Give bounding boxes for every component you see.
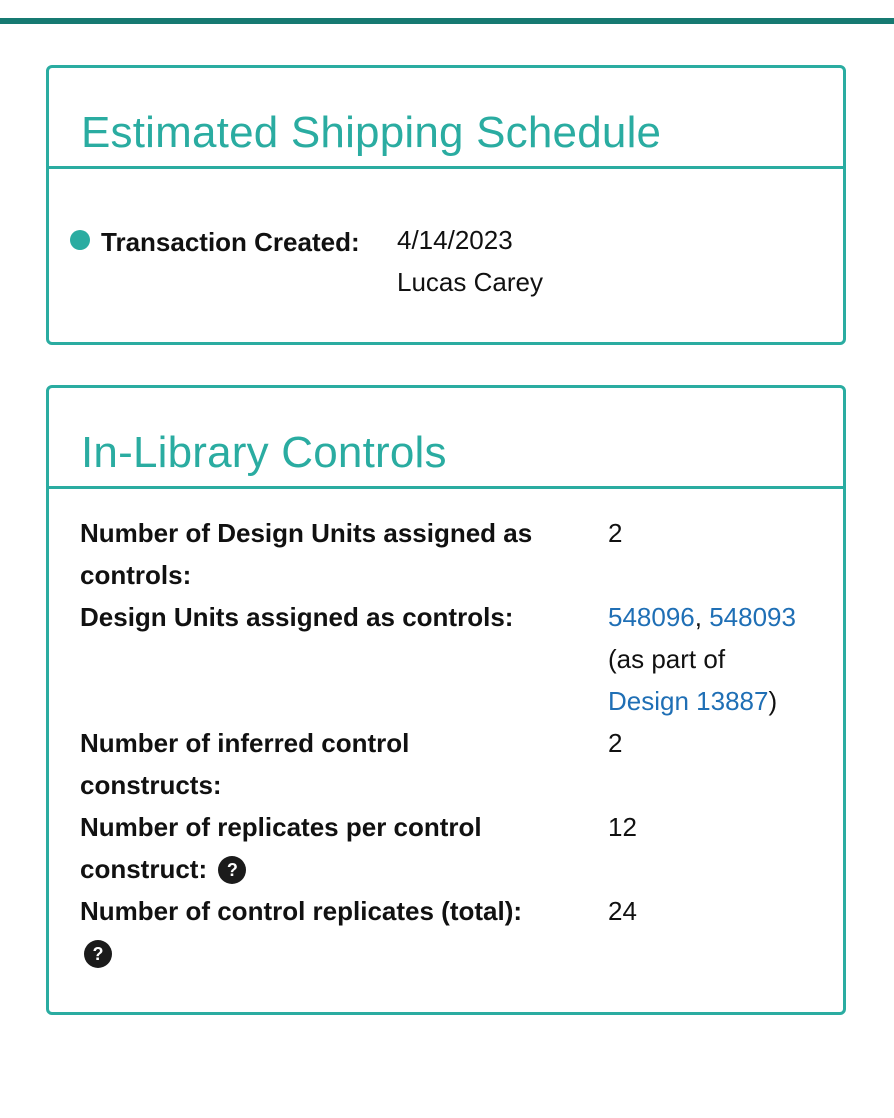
design-unit-link-548093[interactable]: 548093 [709, 602, 796, 632]
design-unit-link-548096[interactable]: 548096 [608, 602, 695, 632]
design-link[interactable]: Design 13887 [608, 686, 769, 716]
controls-row-label: Number of Design Units assigned as controls: [80, 518, 533, 590]
closing-paren: ) [768, 686, 778, 716]
controls-row-design-units [80, 596, 843, 722]
in-library-controls-card [46, 385, 846, 1015]
in-library-controls-header [49, 388, 843, 489]
design-unit-separator: , [694, 602, 710, 632]
controls-row-value: 2 [608, 728, 623, 758]
controls-row-label: Design Units assigned as controls: [80, 602, 514, 632]
question-circle-icon[interactable]: ? [218, 856, 246, 884]
shipping-schedule-header [49, 68, 843, 169]
controls-row-value: 24 [608, 896, 637, 926]
controls-row-replicates-per-construct [80, 806, 843, 890]
controls-row-label: Number of control replicates (total): [80, 896, 523, 926]
transaction-created-value [397, 219, 543, 303]
transaction-user: Lucas Carey [397, 267, 543, 297]
controls-row-total-replicates [80, 890, 843, 974]
as-part-of-text: (as part of [608, 644, 726, 674]
transaction-created-label: Transaction Created: [101, 227, 360, 257]
controls-row-label-with-help [80, 890, 608, 974]
shipping-schedule-title: Estimated Shipping Schedule [81, 108, 662, 157]
controls-row-label: Number of inferred control constructs: [80, 728, 410, 800]
status-dot-icon [70, 230, 90, 250]
question-circle-icon[interactable]: ? [84, 940, 112, 968]
controls-row-value: 12 [608, 812, 637, 842]
transaction-date: 4/14/2023 [397, 225, 513, 255]
shipping-schedule-card [46, 65, 846, 345]
in-library-controls-title: In-Library Controls [81, 428, 447, 477]
controls-row-design-units-count [80, 512, 843, 596]
controls-row-label-with-help [80, 806, 608, 890]
top-accent-bar [0, 18, 894, 24]
controls-row-label: Number of replicates per control construct: [80, 812, 482, 884]
controls-table [49, 489, 843, 974]
controls-row-value [608, 596, 838, 722]
controls-row-value: 2 [608, 518, 623, 548]
controls-row-inferred-constructs [80, 722, 843, 806]
shipping-schedule-body [49, 169, 843, 342]
